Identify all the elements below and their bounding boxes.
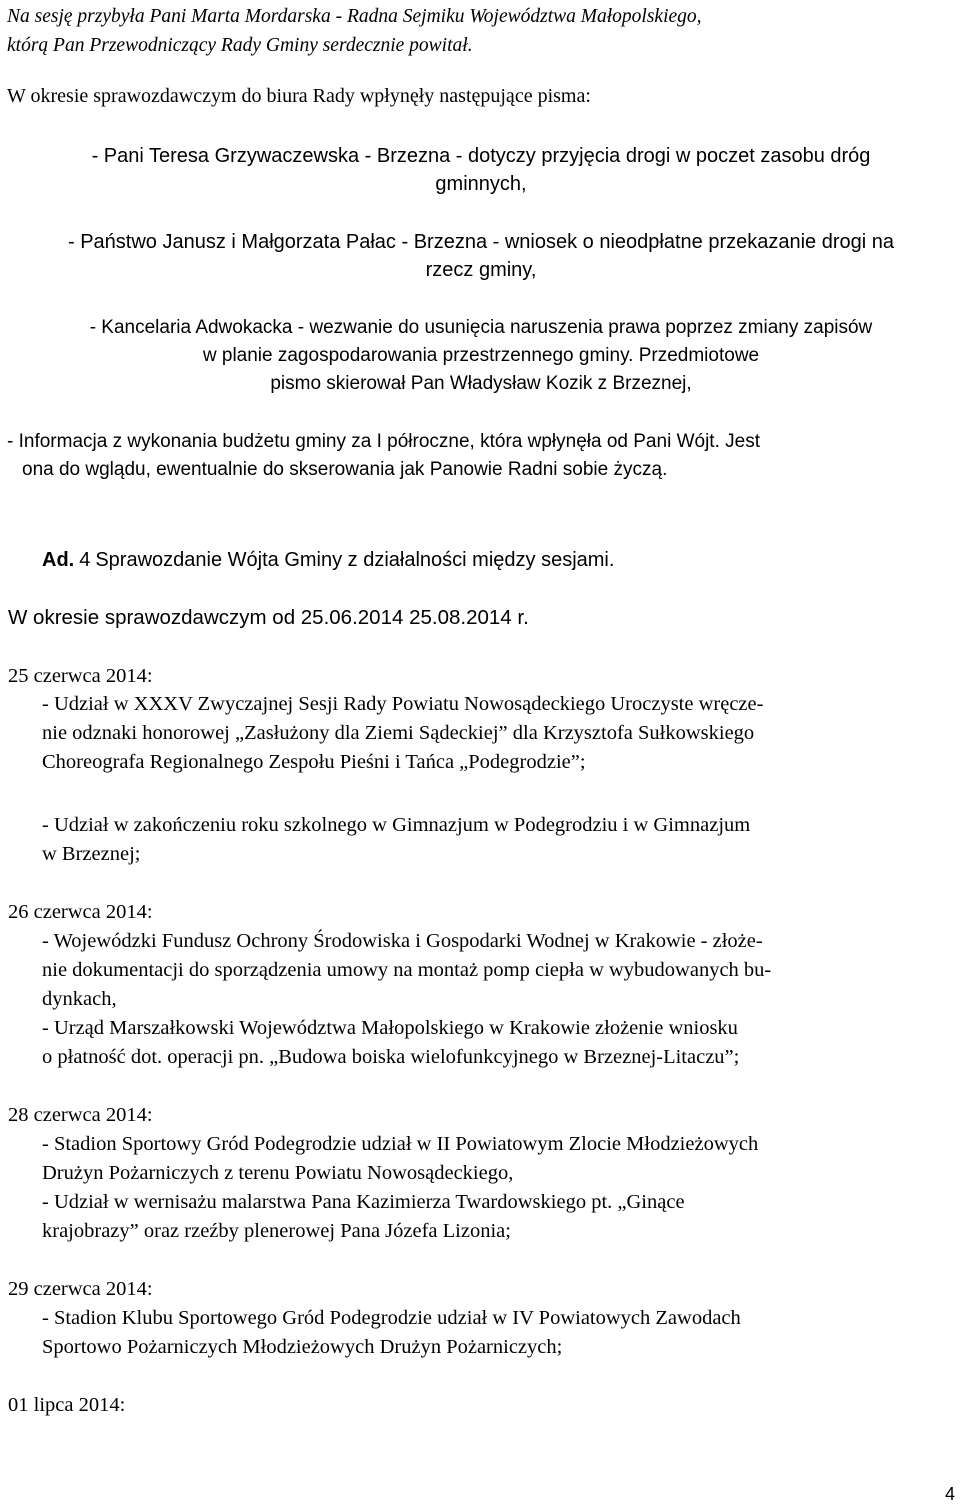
entry-line: - Udział w wernisażu malarstwa Pana Kazimierza Twardowskiego pt. „Ginące [42,1191,685,1213]
day-entry [42,1130,955,1246]
entry-line: Drużyn Pożarniczych z terenu Powiatu Nowosądeckiego, [42,1162,514,1184]
reporting-period: W okresie sprawozdawczym od 25.06.2014 25.08.2014 r. [8,606,529,629]
day-entry [42,690,955,777]
entry-line: Choreografa Regionalnego Zespołu Pieśni i Tańca „Podegrodzie”; [42,751,586,773]
intro-line-2: którą Pan Przewodniczący Rady Gminy serdecznie powitał. [7,35,473,56]
letter-item [7,228,955,284]
day-entry [42,1304,955,1362]
letter-line: pismo skierował Pan Władysław Kozik z Brzeznej, [270,373,692,394]
letter-line: - Kancelaria Adwokacka - wezwanie do usunięcia naruszenia prawa poprzez zmiany zapisów [89,317,873,338]
letter-line: w planie zagospodarowania przestrzennego gminy. Przedmiotowe [202,345,760,366]
agenda-number: 4 [79,549,91,571]
intro-line-1: Na sesję przybyła Pani Marta Mordarska - Radna Sejmiku Województwa Małopolskiego, [7,6,702,27]
letter-line: - Państwo Janusz i Małgorzata Pałac - Brzezna - wniosek o nieodpłatne przekazanie drogi na [68,231,894,253]
entry-line: nie dokumentacji do sporządzenia umowy na montaż pomp ciepła w wybudowanych bu- [42,959,772,981]
entry-line: - Udział w zakończeniu roku szkolnego w Gimnazjum w Podegrodziu i w Gimnazjum [42,814,751,836]
entry-line: nie odznaki honorowej „Zasłużony dla Ziemi Sądeckiej” dla Krzysztofa Sułkowskiego [42,722,755,744]
letter-item [7,314,955,398]
entry-line: - Wojewódzki Fundusz Ochrony Środowiska i Gospodarki Wodnej w Krakowie - złoże- [42,930,763,952]
entry-line: krajobrazy” oraz rzeźby plenerowej Pana Józefa Lizonia; [42,1220,511,1242]
entry-line: - Urząd Marszałkowski Województwa Małopolskiego w Krakowie złożenie wniosku [42,1017,738,1039]
entry-line: Sportowo Pożarniczych Młodzieżowych Drużyn Pożarniczych; [42,1336,563,1358]
agenda-title: Sprawozdanie Wójta Gminy z działalności między sesjami. [95,549,615,571]
letters-lead: W okresie sprawozdawczym do biura Rady wpłynęły następujące pisma: [7,85,591,107]
day-date: 28 czerwca 2014: [8,1104,153,1126]
letter-item [7,142,955,198]
agenda-label: Ad. [42,549,75,571]
letter-line: rzecz gminy, [425,259,537,281]
entry-line: - Stadion Klubu Sportowego Gród Podegrodzie udział w IV Powiatowych Zawodach [42,1307,741,1329]
letter-line: gminnych, [435,173,527,195]
day-entry [42,811,955,869]
entry-line: o płatność dot. operacji pn. „Budowa boiska wielofunkcyjnego w Brzeznej-Litaczu”; [42,1046,740,1068]
letter-line: - Informacja z wykonania budżetu gminy za I półroczne, która wpłynęła od Pani Wójt. Jest [7,431,760,452]
letter-line: ona do wglądu, ewentualnie do skserowania jak Panowie Radni sobie życzą. [22,459,668,480]
entry-line: - Udział w XXXV Zwyczajnej Sesji Rady Powiatu Nowosądeckiego Uroczyste wręcze- [42,693,764,715]
letter-item [7,428,955,484]
day-date: 25 czerwca 2014: [8,665,153,687]
day-date: 26 czerwca 2014: [8,901,153,923]
day-date: 29 czerwca 2014: [8,1278,153,1300]
agenda-item-heading [42,546,614,574]
page-number: 4 [944,1484,955,1504]
day-entry [42,927,955,1072]
intro-paragraph [7,2,947,60]
entry-line: - Stadion Sportowy Gród Podegrodzie udział w II Powiatowym Zlocie Młodzieżowych [42,1133,759,1155]
entry-line: dynkach, [42,988,117,1010]
entry-line: w Brzeznej; [42,843,141,865]
day-date: 01 lipca 2014: [8,1394,126,1416]
letter-line: - Pani Teresa Grzywaczewska - Brzezna - dotyczy przyjęcia drogi w poczet zasobu dróg [91,145,871,167]
